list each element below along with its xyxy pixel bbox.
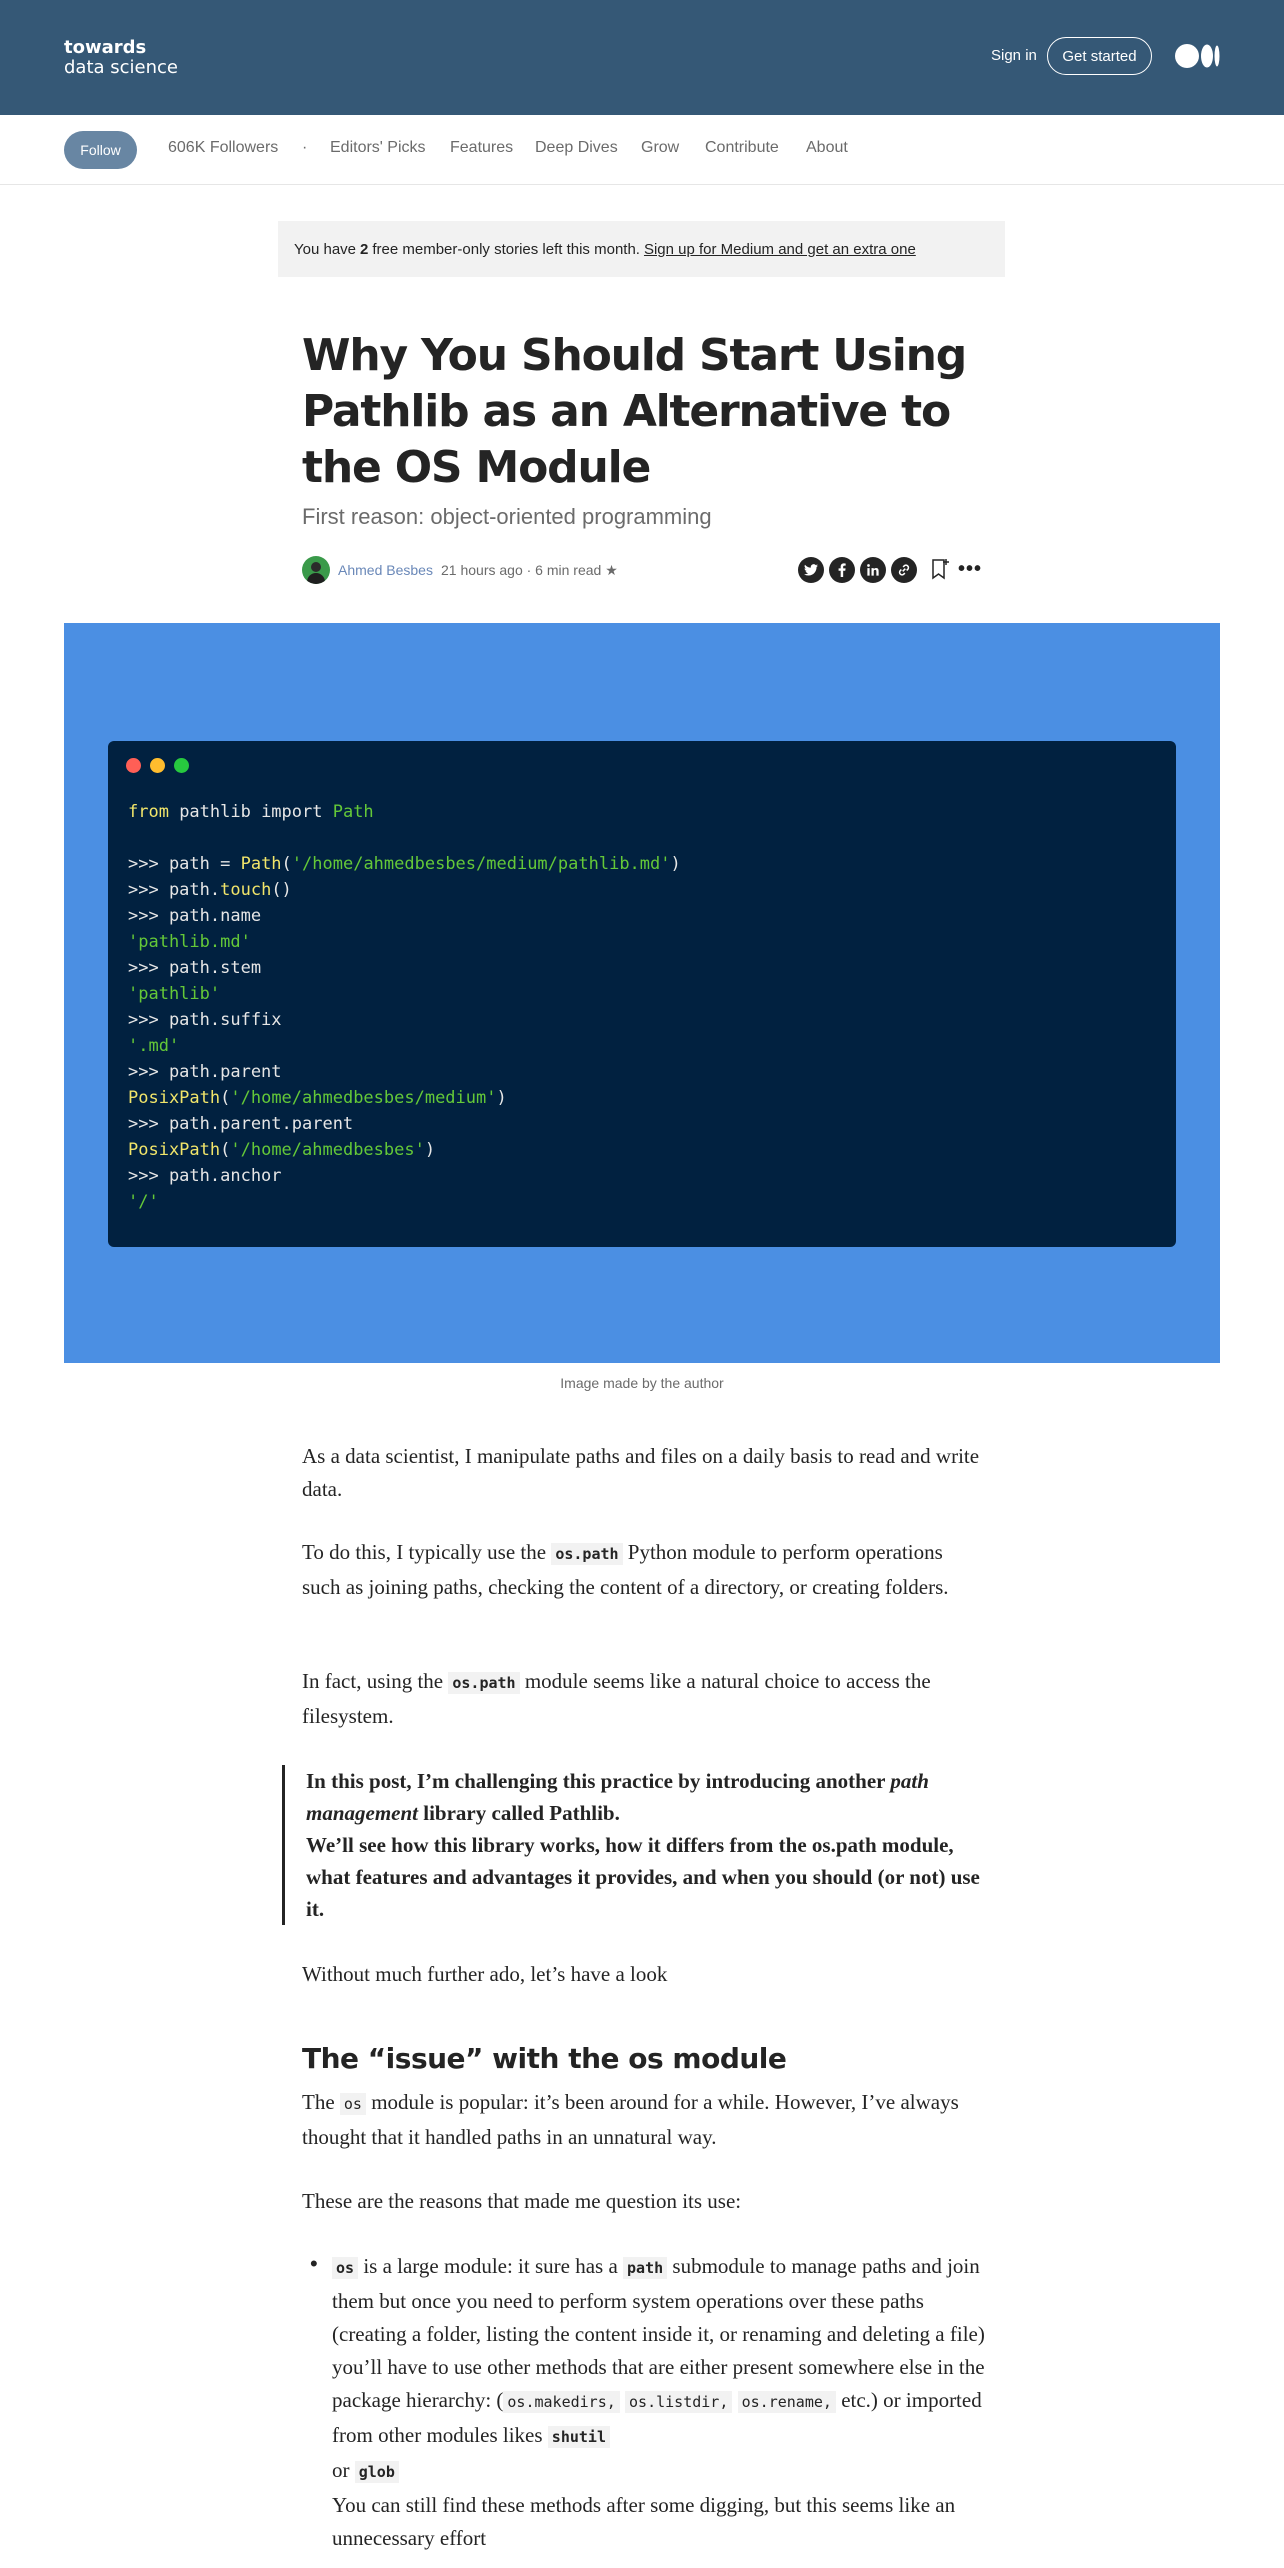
paragraph-3-b: module seems like a natural choice to access the filesystem. <box>302 1669 931 1728</box>
li-code-shutil: shutil <box>548 2426 610 2448</box>
code-token: '/home/ahmedbesbes/medium/pathlib.md' <box>291 854 671 874</box>
code-line <box>128 1033 1156 1059</box>
code-line <box>128 1189 1156 1215</box>
inline-code-os: os <box>340 2093 366 2115</box>
logo-line2: data science <box>64 57 178 78</box>
nav-item-about[interactable]: About <box>806 139 848 156</box>
publication-logo[interactable] <box>64 38 178 78</box>
code-token: Path <box>240 854 282 874</box>
nav-item-features[interactable]: Features <box>450 139 514 156</box>
list-item <box>332 2250 992 2555</box>
code-line <box>128 929 1156 955</box>
li-text-b: submodule to manage paths and join them but once you need to perform system operations over these paths (creating a folder, listing the content inside it, or renaming and deleting a file) you’ll have to use other methods that are either present somewhere else in the package hierarchy: ( <box>332 2254 985 2412</box>
code-token: >>> path = <box>128 854 241 874</box>
inline-code-ospath: os.path <box>551 1543 622 1565</box>
article-subtitle: First reason: object-oriented programming <box>302 504 712 529</box>
member-stories-banner <box>278 221 1005 277</box>
code-lines <box>128 799 1156 1215</box>
li-code-glob: glob <box>355 2461 399 2483</box>
paragraph-2 <box>302 1536 982 1604</box>
quote-a: In this post, I’m challenging this practice by introducing another <box>306 1769 891 1793</box>
bookmark-icon[interactable] <box>930 557 950 581</box>
code-line <box>128 799 1156 825</box>
code-token: PosixPath <box>128 1088 221 1108</box>
medium-logo-icon[interactable] <box>1175 44 1221 68</box>
sign-in-link[interactable]: Sign in <box>991 47 1037 64</box>
code-line <box>128 1085 1156 1111</box>
code-window <box>108 741 1176 1247</box>
li-code-listdir: os.listdir, <box>625 2391 732 2413</box>
author-name[interactable]: Ahmed Besbes <box>338 562 433 578</box>
code-line <box>128 1163 1156 1189</box>
code-token: '/home/ahmedbesbes' <box>230 1140 425 1160</box>
code-token: >>> path.stem <box>128 958 262 978</box>
window-minimize-dot <box>150 758 165 773</box>
nav-item-grow[interactable]: Grow <box>641 139 680 156</box>
code-token: '/home/ahmedbesbes/medium' <box>230 1088 497 1108</box>
banner-prefix: You have <box>294 240 357 258</box>
publication-nav <box>0 115 1284 185</box>
article-meta: 21 hours ago · 6 min read ★ <box>441 562 618 578</box>
twitter-icon[interactable] <box>798 557 824 583</box>
code-line <box>128 877 1156 903</box>
nav-separator: · <box>302 139 308 156</box>
code-token: 'pathlib.md' <box>128 932 251 952</box>
linkedin-icon[interactable] <box>860 557 886 583</box>
paragraph-5-b: module is popular: it’s been around for a while. However, I’ve always thought that it handled paths in an unnatural way. <box>302 2090 959 2149</box>
code-line <box>128 981 1156 1007</box>
site-header <box>0 0 1284 115</box>
get-started-button[interactable]: Get started <box>1047 37 1152 75</box>
code-line <box>128 1059 1156 1085</box>
code-line <box>128 851 1156 877</box>
window-close-dot <box>126 758 141 773</box>
paragraph-3-a: In fact, using the <box>302 1669 449 1693</box>
paragraph-2-b: Python module to perform operations such as joining paths, checking the content of a directory, or creating folders. <box>302 1540 949 1599</box>
article-title: Why You Should Start Using Pathlib as an Alternative to the OS Module <box>302 330 967 493</box>
code-token: >>> path.anchor <box>128 1166 282 1186</box>
avatar-body <box>307 573 325 584</box>
code-token: '/' <box>128 1192 159 1212</box>
code-token: >>> path.suffix <box>128 1010 282 1030</box>
li-text-c: etc.) or imported from other modules likes <box>332 2388 982 2447</box>
code-token: ( <box>220 1088 231 1108</box>
li-code-rename: os.rename, <box>738 2391 836 2413</box>
li-code-path: path <box>623 2257 667 2279</box>
inline-code-ospath-2: os.path <box>448 1672 519 1694</box>
sign-up-link[interactable]: Sign up for Medium and get an extra one <box>643 240 916 258</box>
code-token: ) <box>670 854 681 874</box>
followers-count[interactable]: 606K Followers <box>168 139 279 156</box>
logo-line1: towards <box>64 37 147 58</box>
code-token: Path <box>332 802 374 822</box>
facebook-icon[interactable] <box>829 557 855 583</box>
paragraph-3 <box>302 1665 982 1733</box>
paragraph-1: As a data scientist, I manipulate paths and files on a daily basis to read and write data. <box>302 1444 980 1501</box>
li-text-e: You can still find these methods after some digging, but this seems like an unnecessary effort <box>332 2493 956 2550</box>
image-caption: Image made by the author <box>560 1375 724 1391</box>
code-token: ) <box>496 1088 507 1108</box>
pull-quote <box>282 1765 982 1925</box>
code-token: >>> path.parent.parent <box>128 1114 354 1134</box>
code-line <box>128 1137 1156 1163</box>
quote-emphasis: path management <box>306 1769 929 1825</box>
quote-b: library called Pathlib. <box>418 1801 620 1825</box>
link-icon[interactable] <box>891 557 917 583</box>
li-code-makedirs: os.makedirs, <box>503 2391 619 2413</box>
paragraph-4: Without much further ado, let’s have a look <box>302 1962 668 1986</box>
code-line <box>128 1007 1156 1033</box>
nav-item-editors-picks[interactable]: Editors' Picks <box>330 139 426 156</box>
avatar-head <box>311 562 321 572</box>
nav-item-deep-dives[interactable]: Deep Dives <box>535 139 618 156</box>
code-line <box>128 825 1156 851</box>
li-text-d: or <box>332 2458 355 2482</box>
banner-count: 2 <box>360 240 369 258</box>
paragraph-6: These are the reasons that made me question its use: <box>302 2189 742 2213</box>
code-token: >>> path. <box>128 880 221 900</box>
nav-item-contribute[interactable]: Contribute <box>705 139 779 156</box>
code-token: >>> path.parent <box>128 1062 282 1082</box>
code-token: touch <box>220 880 272 900</box>
code-token: '.md' <box>128 1036 180 1056</box>
follow-button[interactable]: Follow <box>64 131 137 169</box>
li-code-os: os <box>332 2257 358 2279</box>
window-maximize-dot <box>174 758 189 773</box>
paragraph-2-a: To do this, I typically use the <box>302 1540 552 1564</box>
code-token: () <box>271 880 292 900</box>
code-token: ( <box>281 854 292 874</box>
more-options-icon[interactable]: ••• <box>958 558 983 580</box>
hero-image <box>64 623 1220 1363</box>
paragraph-5-a: The <box>302 2090 340 2114</box>
code-token: 'pathlib' <box>128 984 221 1004</box>
banner-suffix: free member-only stories left this month. <box>372 240 640 258</box>
paragraph-5 <box>302 2086 982 2154</box>
code-token: pathlib import <box>168 802 333 822</box>
list-bullet: • <box>310 2251 318 2276</box>
code-line <box>128 1111 1156 1137</box>
code-token: >>> path.name <box>128 906 262 926</box>
author-avatar[interactable] <box>302 556 330 584</box>
code-token: ( <box>220 1140 231 1160</box>
li-text-a: is a large module: it sure has a <box>358 2254 624 2278</box>
quote-c: We’ll see how this library works, how it differs from the os.path module, what features and advantages it provides, and when you should (or not) use it. <box>306 1833 980 1921</box>
code-token: PosixPath <box>128 1140 221 1160</box>
code-line <box>128 955 1156 981</box>
code-token: ) <box>424 1140 436 1160</box>
code-line <box>128 903 1156 929</box>
section-heading: The “issue” with the os module <box>302 2042 787 2075</box>
code-token: from <box>128 802 169 822</box>
